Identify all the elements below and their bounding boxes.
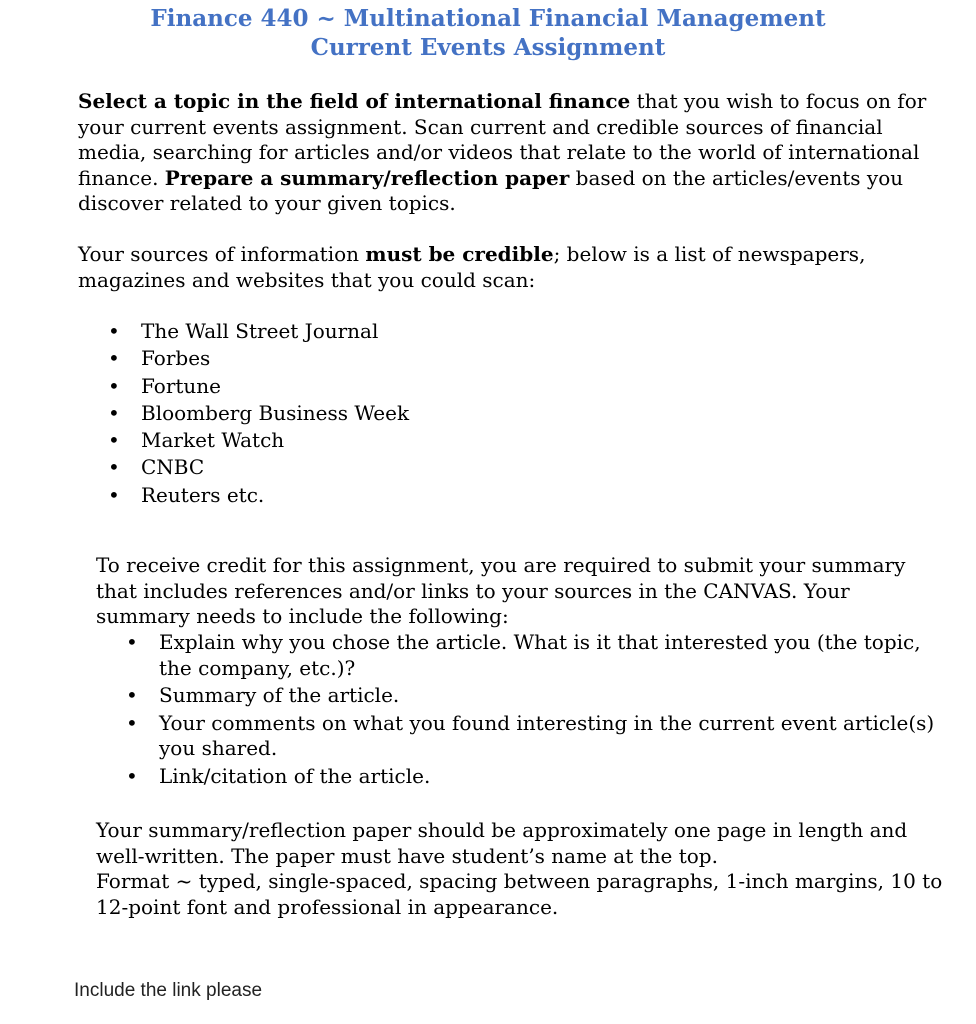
course-title: Finance 440 ~ Multinational Financial Management (150, 5, 826, 32)
source-item: • CNBC (78, 454, 409, 481)
intro-text-2: based on the articles/events you discover related to your given topics. (78, 165, 904, 215)
sources-intro-paragraph (78, 242, 938, 293)
source-item: • Market Watch (78, 427, 409, 454)
requirement-item: • Link/citation of the article. (96, 764, 942, 790)
assignment-title (0, 4, 976, 62)
sources-intro-text-1: Your sources of information (78, 242, 366, 266)
requirement-item: • Summary of the article. (96, 683, 942, 709)
assignment-subtitle: Current Events Assignment (310, 34, 666, 61)
sources-list (78, 318, 409, 509)
sources-intro-bold: must be credible (365, 242, 554, 266)
intro-paragraph (78, 89, 938, 217)
format-style-text: Format ~ typed, single-spaced, spacing between paragraphs, 1-inch margins, 10 to 12-point font and professional in appearance. (96, 869, 943, 919)
user-note: Include the link please (74, 980, 263, 1001)
source-item: • The Wall Street Journal (78, 318, 409, 345)
source-item: • Forbes (78, 345, 409, 372)
requirement-item: • Your comments on what you found interesting in the current event article(s) you shared. (96, 711, 942, 762)
source-item: • Fortune (78, 373, 409, 400)
intro-bold-topic: Select a topic in the field of international finance (78, 89, 631, 113)
source-item: • Reuters etc. (78, 482, 409, 509)
requirements-intro-paragraph: To receive credit for this assignment, you are required to submit your summary that includes references and/or links to your sources in the CANVAS. Your summary needs to include the following: (96, 553, 906, 628)
requirements-list (96, 630, 942, 791)
format-paragraph (96, 818, 946, 920)
requirement-item: • Explain why you chose the article. What is it that interested you (the topic, the company, etc.)? (96, 630, 942, 681)
intro-text-1: that you wish to focus on for your current events assignment. Scan current and credible sources of financial media, searching for articles and/or videos that relate to the world of international finance. (78, 89, 927, 190)
format-length-text: Your summary/reflection paper should be approximately one page in length and well-written. The paper must have student’s name at the top. (96, 818, 908, 868)
source-item: • Bloomberg Business Week (78, 400, 409, 427)
sources-intro-text-2: ; below is a list of newspapers, magazines and websites that you could scan: (78, 242, 866, 292)
intro-bold-prepare: Prepare a summary/reflection paper (164, 165, 570, 190)
